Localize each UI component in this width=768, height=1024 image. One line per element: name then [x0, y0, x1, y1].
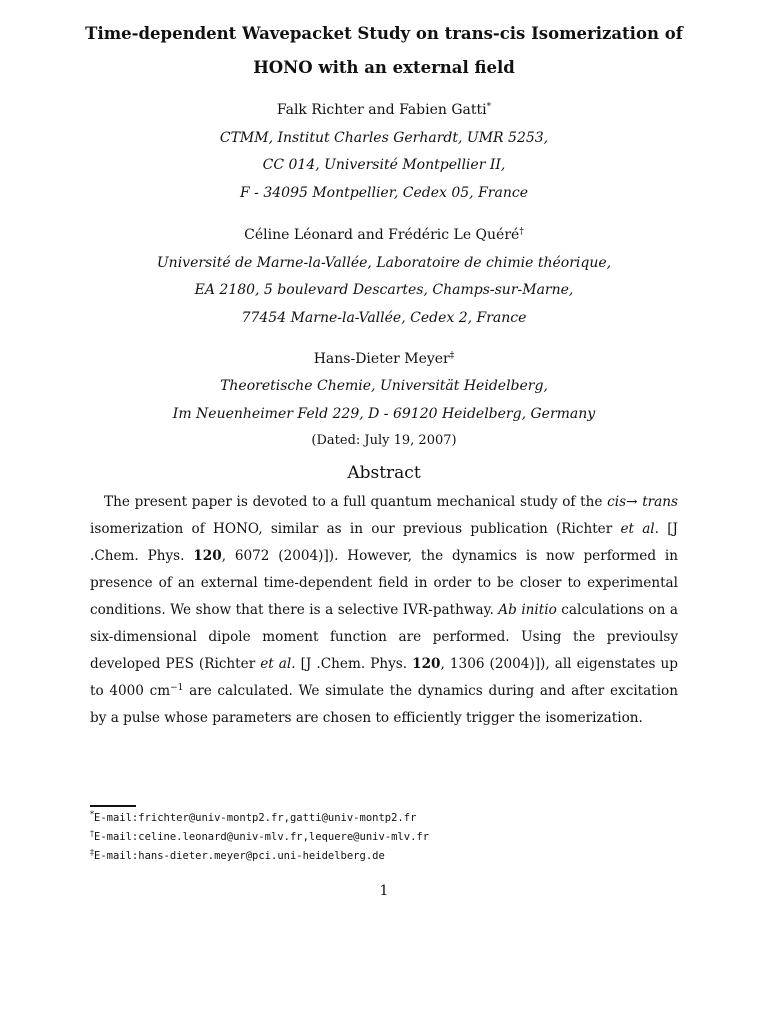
title-line-2: HONO with an external field: [253, 58, 515, 77]
author-group-1-affil-2: CC 014, Université Montpellier II,: [262, 157, 506, 173]
page-number: 1: [379, 883, 389, 899]
author-group-2-names: Céline Léonard and Frédéric Le Quéré†: [244, 227, 524, 243]
abstract-paragraph: The present paper is devoted to a full quantum mechanical study of the cis→ trans isomerization of HONO, similar as in our previous publication (Richter et al. [J .Chem. Phys. 120, 6072 (2004)]). However, the dynamics is now performed in presence of an external time-dependent field in order to be closer to experimental conditions. We show that there is a selective IVR-pathway. Ab initio calculations on a six-dimensional dipole moment function are performed. Using the previoulsy developed PES (Richter et al. [J .Chem. Phys. 120, 1306 (2004)]), all eigenstates up to 4000 $cm^{-1}$ are calculated. We simulate the dynamics during and after excitation by a pulse whose parameters are chosen to efficiently trigger the isomerization.: [90, 494, 678, 726]
author-group-1-affil-1: CTMM, Institut Charles Gerhardt, UMR 5253,: [219, 130, 549, 146]
footnote-rule: [90, 805, 136, 807]
author-group-2-affil-3: 77454 Marne-la-Vallée, Cedex 2, France: [241, 310, 527, 326]
author-group-2-affil-2: EA 2180, 5 boulevard Descartes, Champs-sur-Marne,: [194, 282, 574, 298]
author-group-3-affil-1: Theoretische Chemie, Universität Heidelberg,: [220, 378, 548, 394]
title-line-1: Time-dependent Wavepacket Study on trans-cis Isomerization of: [85, 24, 683, 43]
author-group-3-names: Hans-Dieter Meyer‡: [313, 351, 455, 367]
footnote-1: *E-mail:frichter@univ-montp2.fr,gatti@univ-montp2.fr: [90, 810, 417, 824]
footnote-3: ‡E-mail:hans-dieter.meyer@pci.uni-heidelberg.de: [90, 848, 385, 862]
author-group-1-names: Falk Richter and Fabien Gatti*: [276, 102, 492, 118]
paper-title: [40, 17, 728, 85]
author-group-2-affil-1: Université de Marne-la-Vallée, Laboratoire de chimie théorique,: [156, 255, 612, 271]
author-group-3-affil-2: Im Neuenheimer Feld 229, D - 69120 Heidelberg, Germany: [172, 406, 596, 422]
abstract-body: [90, 489, 678, 732]
author-group-1-affil-3: F - 34095 Montpellier, Cedex 05, France: [240, 185, 528, 201]
footnote-2: †E-mail:celine.leonard@univ-mlv.fr,lequere@univ-mlv.fr: [90, 829, 430, 843]
abstract-heading: Abstract: [347, 463, 421, 483]
dated-line: (Dated: July 19, 2007): [311, 433, 457, 448]
